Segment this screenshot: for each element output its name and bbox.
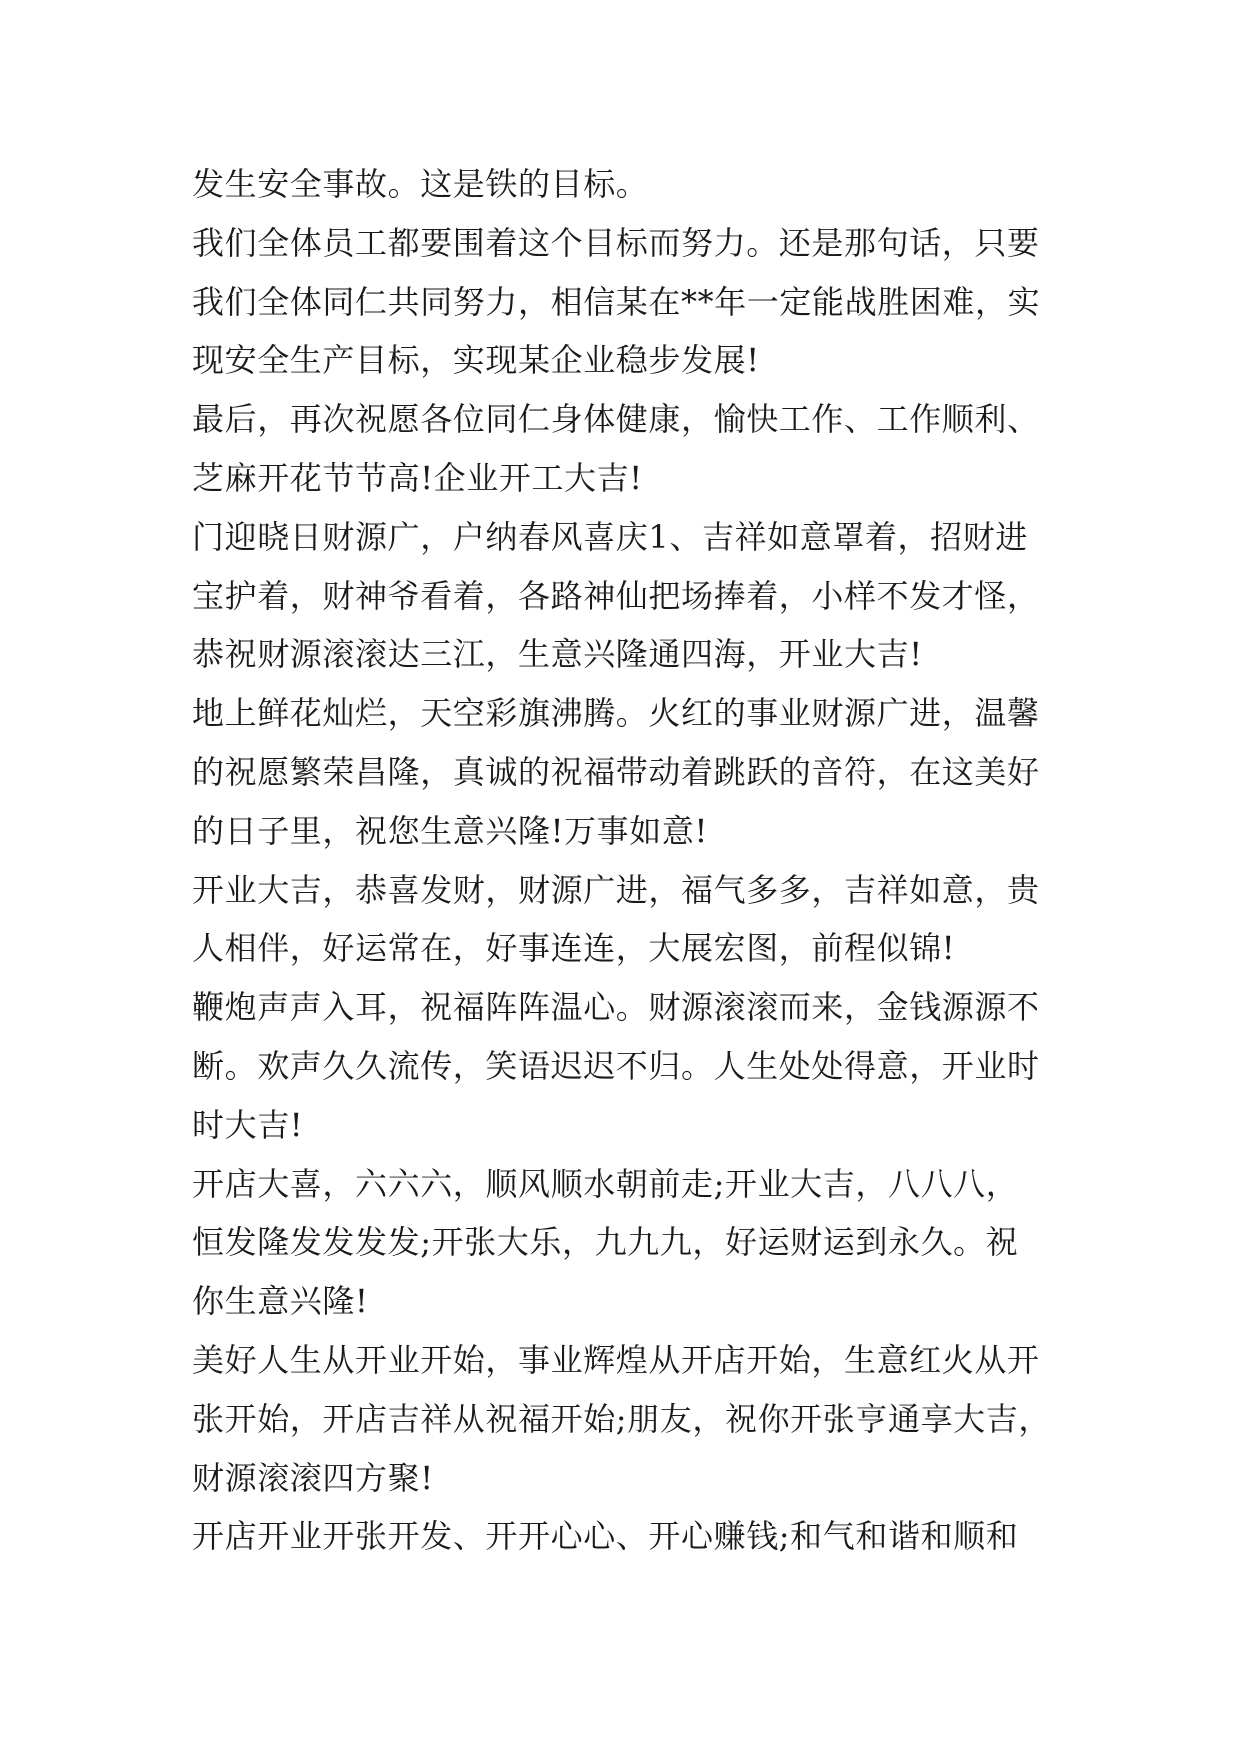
text-line: 人相伴，好运常在，好事连连，大展宏图，前程似锦! xyxy=(192,929,956,968)
text-line: 现安全生产目标，实现某企业稳步发展! xyxy=(192,341,760,380)
text-line: 张开始，开店吉祥从祝福开始;朋友，祝你开张亨通享大吉， xyxy=(192,1399,1051,1438)
text-line: 恒发隆发发发发;开张大乐，九九九，好运财运到永久。祝 xyxy=(192,1223,1019,1262)
text-line: 门迎晓日财源广，户纳春风喜庆1、吉祥如意罩着，招财进 xyxy=(192,517,1028,556)
text-line: 美好人生从开业开始，事业辉煌从开店开始，生意红火从开 xyxy=(192,1340,1040,1379)
text-line: 地上鲜花灿烂，天空彩旗沸腾。火红的事业财源广进，温馨 xyxy=(192,694,1040,733)
text-line: 财源滚滚四方聚! xyxy=(192,1458,434,1497)
text-line: 恭祝财源滚滚达三江，生意兴隆通四海，开业大吉! xyxy=(192,635,923,674)
document-body xyxy=(192,155,1072,1566)
text-line: 的日子里，祝您生意兴隆!万事如意! xyxy=(192,811,708,850)
text-line: 宝护着，财神爷看着，各路神仙把场捧着，小样不发才怪， xyxy=(192,576,1040,615)
text-line: 鞭炮声声入耳，祝福阵阵温心。财源滚滚而来，金钱源源不 xyxy=(192,988,1040,1027)
text-line: 的祝愿繁荣昌隆，真诚的祝福带动着跳跃的音符，在这美好 xyxy=(192,752,1040,791)
text-line: 你生意兴隆! xyxy=(192,1282,369,1321)
text-line: 最后，再次祝愿各位同仁身体健康，愉快工作、工作顺利、 xyxy=(192,400,1040,439)
text-line: 时大吉! xyxy=(192,1105,304,1144)
text-line: 我们全体同仁共同努力，相信某在**年一定能战胜困难，实 xyxy=(192,282,1041,321)
text-line: 开店大喜，六六六，顺风顺水朝前走;开业大吉，八八八， xyxy=(192,1164,1019,1203)
text-line: 芝麻开花节节高!企业开工大吉! xyxy=(192,458,643,497)
text-line: 开店开业开张开发、开开心心、开心赚钱;和气和谐和顺和 xyxy=(192,1517,1019,1556)
text-line: 发生安全事故。这是铁的目标。 xyxy=(192,165,649,203)
text-line: 开业大吉，恭喜发财，财源广进，福气多多，吉祥如意，贵 xyxy=(192,870,1040,909)
text-line: 我们全体员工都要围着这个目标而努力。还是那句话，只要 xyxy=(192,223,1040,262)
text-line: 断。欢声久久流传，笑语迟迟不归。人生处处得意，开业时 xyxy=(192,1046,1040,1085)
